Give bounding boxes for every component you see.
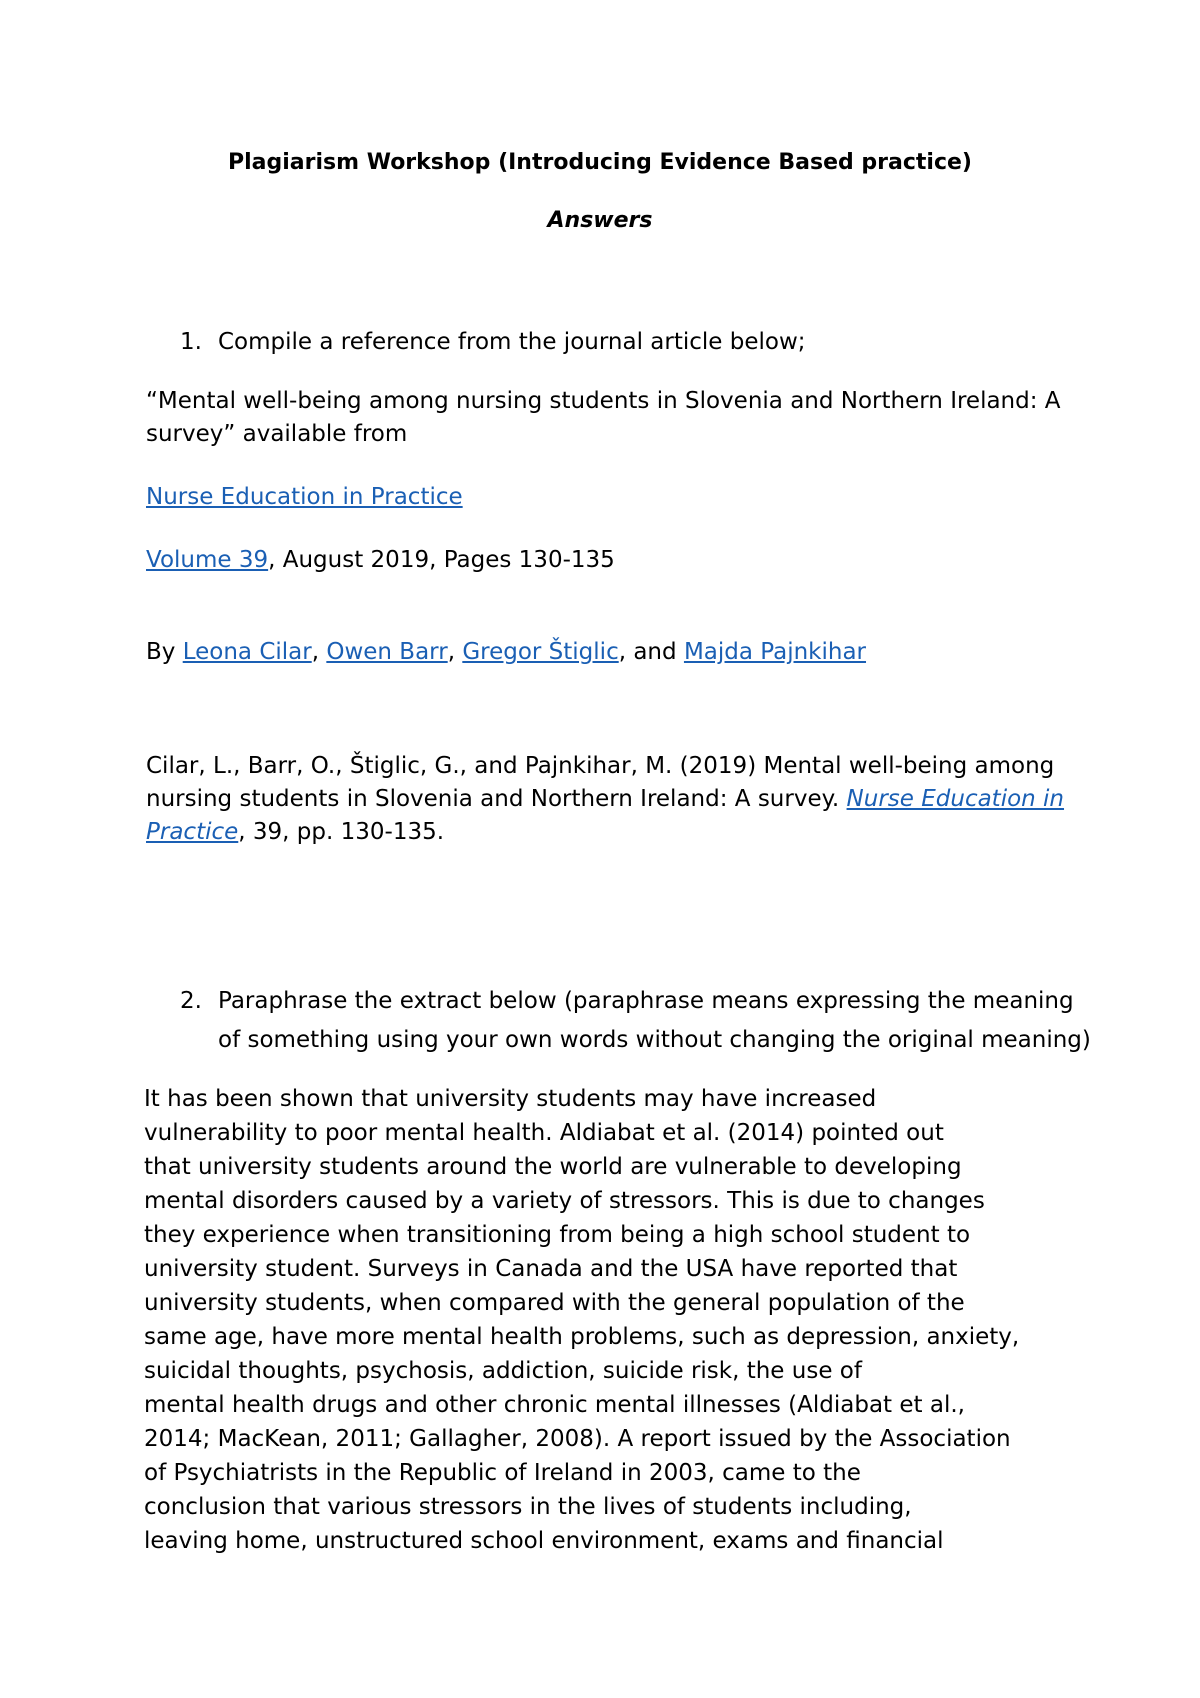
q1-article-title-line2: survey” available from xyxy=(146,421,408,447)
extract-line: university student. Surveys in Canada and the USA have reported that xyxy=(144,1256,958,1282)
extract-line: leaving home, unstructured school environment, exams and financial xyxy=(144,1528,944,1554)
author-link[interactable]: Owen Barr xyxy=(326,639,448,665)
author-separator: , xyxy=(447,639,463,665)
extract-line: mental disorders caused by a variety of stressors. This is due to changes xyxy=(144,1188,985,1214)
volume-details: , August 2019, Pages 130-135 xyxy=(268,547,615,573)
answer-journal-link-cont[interactable]: Practice xyxy=(146,819,239,845)
extract-line: they experience when transitioning from being a high school student to xyxy=(144,1222,971,1248)
author-link[interactable]: Majda Pajnkihar xyxy=(683,639,867,665)
extract-line: same age, have more mental health problems, such as depression, anxiety, xyxy=(144,1324,1020,1350)
extract-line: mental health drugs and other chronic mental illnesses (Aldiabat et al., xyxy=(144,1392,965,1418)
extract-line: 2014; MacKean, 2011; Gallagher, 2008). A report issued by the Association xyxy=(144,1426,1011,1452)
q2-prompt-line1: Paraphrase the extract below (paraphrase means expressing the meaning xyxy=(218,988,1074,1014)
q2-prompt-line2: of something using your own words without changing the original meaning) xyxy=(218,1027,1091,1053)
answer-journal-link[interactable]: Nurse Education in xyxy=(846,786,1065,812)
author-link[interactable]: Gregor Štiglic xyxy=(462,639,619,665)
q1-volume-line xyxy=(146,544,615,576)
journal-link[interactable]: Nurse Education in Practice xyxy=(146,484,463,510)
extract-line: university students, when compared with the general population of the xyxy=(144,1290,965,1316)
q1-answer-line1: Cilar, L., Barr, O., Štiglic, G., and Pajnkihar, M. (2019) Mental well-being among xyxy=(146,753,1055,779)
extract-line: of Psychiatrists in the Republic of Ireland in 2003, came to the xyxy=(144,1460,861,1486)
extract-line: that university students around the world are vulnerable to developing xyxy=(144,1154,962,1180)
extract-line: vulnerability to poor mental health. Aldiabat et al. (2014) pointed out xyxy=(144,1120,944,1146)
q1-authors-line xyxy=(146,636,866,668)
extract-line: It has been shown that university students may have increased xyxy=(144,1086,877,1112)
document-title: Plagiarism Workshop (Introducing Evidence Based practice) xyxy=(228,150,972,175)
q1-number: 1. xyxy=(180,329,202,355)
author-separator: , and xyxy=(618,639,684,665)
extract-line: conclusion that various stressors in the lives of students including, xyxy=(144,1494,912,1520)
q1-prompt: Compile a reference from the journal article below; xyxy=(218,329,806,355)
answer-text: nursing students in Slovenia and Northern Ireland: A survey. xyxy=(146,786,847,812)
q1-answer-line3 xyxy=(146,816,444,848)
q1-article-title-line1: “Mental well-being among nursing students in Slovenia and Northern Ireland: A xyxy=(146,388,1061,414)
q1-answer-line2 xyxy=(146,783,1064,815)
answer-details: , 39, pp. 130-135. xyxy=(238,819,445,845)
extract-line: suicidal thoughts, psychosis, addiction, suicide risk, the use of xyxy=(144,1358,862,1384)
by-label: By xyxy=(146,639,183,665)
q1-journal-line xyxy=(146,481,463,513)
q2-extract xyxy=(144,1082,1044,1558)
author-separator: , xyxy=(311,639,327,665)
document-subtitle: Answers xyxy=(547,208,653,233)
q2-number: 2. xyxy=(180,988,202,1014)
author-link[interactable]: Leona Cilar xyxy=(182,639,312,665)
volume-link[interactable]: Volume 39 xyxy=(146,547,269,573)
